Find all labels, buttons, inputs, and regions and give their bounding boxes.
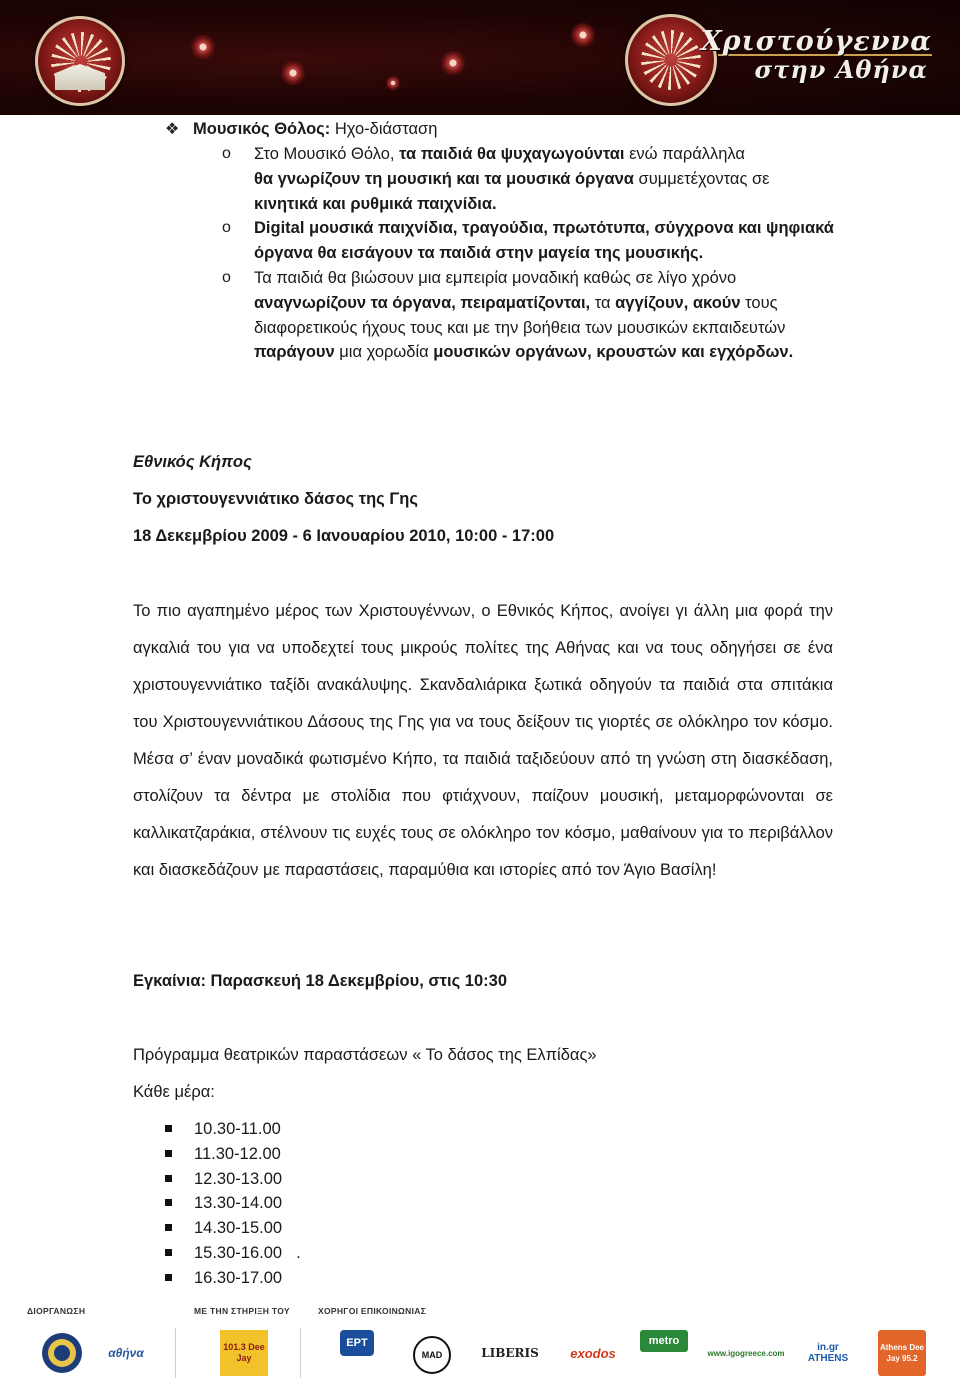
athens-logo: αθήνα — [108, 1345, 144, 1360]
showtime-item: 16.30-17.00 — [165, 1266, 301, 1291]
showtime-item: 15.30-16.00 . — [165, 1241, 301, 1266]
circle-bullet-icon: o — [222, 145, 231, 162]
list-item: o Digital μουσικά παιχνίδια, τραγούδια, πρωτότυπα, σύγχρονα και ψηφιακά όργανα θα εισάγουν τα παιδιά στην μαγεία της μουσικής. — [222, 216, 842, 266]
ornament-icon — [280, 60, 306, 86]
liberis-logo: LIBERIS — [481, 1345, 539, 1360]
exodos-logo: exodos — [570, 1345, 616, 1361]
ornament-icon — [440, 50, 466, 76]
acropolis-medallion-icon — [35, 16, 125, 106]
showtime-item: 10.30-11.00 — [165, 1117, 301, 1142]
divider — [300, 1328, 301, 1378]
showtime-item: 13.30-14.00 — [165, 1191, 301, 1216]
igogreece-logo: www.igogreece.com — [707, 1348, 785, 1358]
banner-title-line2: στην Αθήνα — [754, 55, 928, 84]
program-title: Πρόγραμμα θεατρικών παραστάσεων « Το δάσος της Ελπίδας» — [133, 1046, 597, 1064]
support-label: ΜΕ ΤΗΝ ΣΤΗΡΙΞΗ ΤΟΥ — [194, 1306, 290, 1316]
media-label: ΧΟΡΗΓΟΙ ΕΠΙΚΟΙΝΩΝΙΑΣ — [318, 1306, 427, 1316]
stray-mark: . — [296, 1243, 301, 1262]
ornament-icon — [385, 75, 401, 91]
banner-title-line1: Χριστούγεννα — [700, 26, 932, 57]
music-hall-heading — [165, 117, 845, 142]
organizer-label: ΔΙΟΡΓΑΝΩΣΗ — [27, 1306, 86, 1316]
showtime-item: 14.30-15.00 — [165, 1216, 301, 1241]
ert-logo: ΕΡΤ — [340, 1330, 374, 1356]
showtimes-list — [165, 1117, 301, 1291]
showtime-item: 12.30-13.00 — [165, 1167, 301, 1192]
daily-label: Κάθε μέρα: — [133, 1083, 215, 1101]
music-hall-label: Μουσικός Θόλος: — [193, 120, 331, 138]
venue-title: Εθνικός Κήπος — [133, 453, 252, 471]
circle-bullet-icon: o — [222, 219, 231, 237]
ornament-icon — [570, 22, 596, 48]
header-banner — [0, 0, 960, 115]
event-description: Το πιο αγαπημένο μέρος των Χριστουγέννων, ο Εθνικός Κήπος, ανοίγει γι άλλη μια φορά την αγκαλιά του για να υποδεχτεί τους μικρούς πολίτες της Αθήνας και να τους οδηγήσει σε ένα χριστουγεννιάτικο ταξίδι ανακάλυψης. Σκανδαλιάρικα ξωτικά οδηγούν τα παιδιά στα σπιτάκια του Χριστουγεννιάτικου Δάσους της Γης για να τους δείξουν τις γιορτές σε ολόκληρο τον κόσμο. Μέσα σ’ έναν μοναδικά φωτισμένο Κήπο, τα παιδιά ταξιδεύουν από τη γνώση στη διασκέδαση, στολίζουν τα δέντρα με στολίδια που φτιάχνουν, παίζουν μουσική, μεταμορφώνονται σε καλλικατζαράκια, στέλνουν τις ευχές τους σε ολόκληρο τον κόσμο, μαθαίνουν για το περιβάλλον και διασκεδάζουν με παραστάσεις, παραμύθια και ιστορίες από τον Άγιο Βασίλη! — [133, 602, 833, 879]
list-item: o Τα παιδιά θα βιώσουν μια εμπειρία μοναδική καθώς σε λίγο χρόνο αναγνωρίζουν τα όργανα, πειραματίζονται, τα αγγίζουν, ακούν τους διαφορετικούς ήχους τους και με την βοήθεια των μουσικών εκπαιδευτών παράγουν μια χορωδία μουσικών οργάνων, κρουστών και εγχόρδων. — [222, 266, 842, 365]
music-hall-subtitle: Ηχο-διάσταση — [330, 120, 438, 138]
metro-logo: metro — [640, 1330, 688, 1352]
athens-deejay-logo: Athens Dee Jay 95.2 — [878, 1330, 926, 1376]
event-title: Το χριστουγεννιάτικο δάσος της Γης — [133, 490, 418, 508]
music-hall-list — [222, 142, 842, 365]
event-dates: 18 Δεκεμβρίου 2009 - 6 Ιανουαρίου 2010, 10:00 - 17:00 — [133, 527, 555, 545]
list-item: o Στο Μουσικό Θόλο, τα παιδιά θα ψυχαγωγούνται ενώ παράλληλα θα γνωρίζουν τη μουσική και τα μουσικά όργανα συμμετέχοντας σε κινητικά και ρυθμικά παιχνίδια. — [222, 142, 842, 216]
mad-logo: MAD — [413, 1336, 451, 1374]
sponsors-footer — [0, 1298, 960, 1388]
municipality-seal-icon — [38, 1330, 86, 1376]
banner-title — [701, 28, 932, 84]
showtime-item: 11.30-12.00 — [165, 1142, 301, 1167]
ornament-icon — [190, 34, 216, 60]
diamond-bullet-icon: ❖ — [165, 121, 180, 138]
in-gr-logo: in.gr ATHENS — [807, 1342, 849, 1364]
radio-logo: 101.3 Dee Jay — [220, 1330, 268, 1376]
divider — [175, 1328, 176, 1378]
circle-bullet-icon: o — [222, 268, 231, 286]
opening-info: Εγκαίνια: Παρασκευή 18 Δεκεμβρίου, στις 10:30 — [133, 972, 507, 990]
